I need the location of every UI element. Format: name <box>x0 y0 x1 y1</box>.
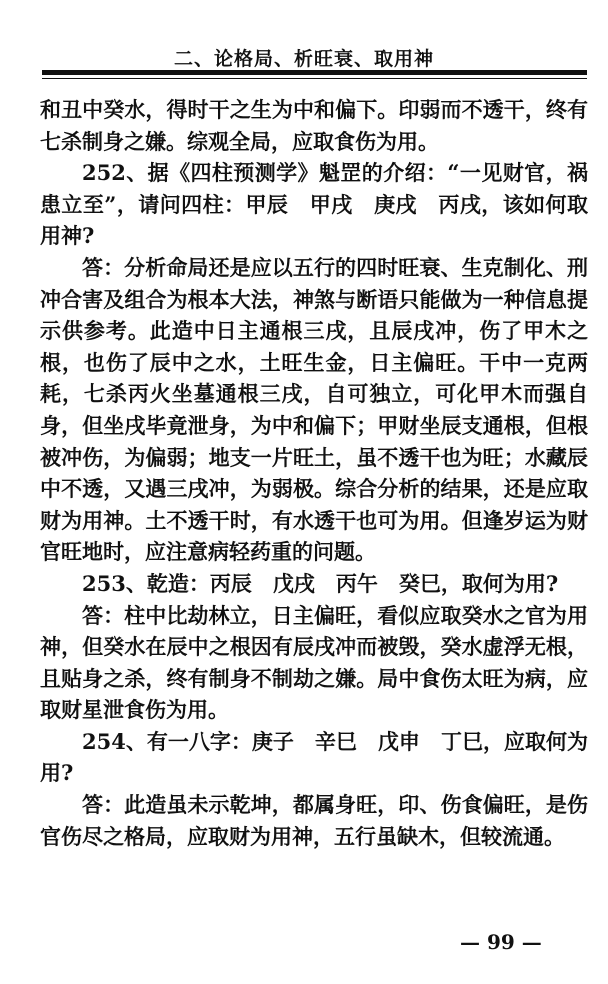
question-252: 252、据《四柱预测学》魁罡的介绍：“一见财官，祸患立至”，请问四柱：甲辰 甲戌 庚戌 丙戌，该如何取用神? <box>40 160 588 249</box>
body-text <box>40 94 588 852</box>
page-number: — 99 — <box>460 930 542 954</box>
chapter-title: 二、论格局、析旺衰、取用神 <box>173 48 434 70</box>
page-header <box>0 0 608 80</box>
header-rule-thick <box>42 70 587 75</box>
answer-253: 答：柱中比劫林立，日主偏旺，看似应取癸水之官为用神，但癸水在辰中之根因有辰戌冲而被毁，癸水虚浮无根，且贴身之杀，终有制身不制劫之嫌。局中食伤太旺为病，应取财星泄食伤为用。 <box>40 602 588 723</box>
answer-252: 答：分析命局还是应以五行的四时旺衰、生克制化、刑冲合害及组合为根本大法，神煞与断语只能做为一种信息提示供参考。此造中日主通根三戌，且辰戌冲，伤了甲木之根，也伤了辰中之水，土旺生金，日主偏旺。干中一克两耗，七杀丙火坐墓通根三戌，自可独立，可化甲木而强自身，但坐戌毕竟泄身，为中和偏下；甲财坐辰支通根，但根被冲伤，为偏弱；地支一片旺土，虽不透干也为旺；水藏辰中不透，又遇三戌冲，为弱极。综合分析的结果，还是应取财为用神。土不透干时，有水透干也可为用。但逢岁运为财官旺地时，应注意病轻药重的问题。 <box>40 254 588 565</box>
answer-254: 答：此造虽未示乾坤，都属身旺，印、伤食偏旺，是伤官伤尽之格局，应取财为用神，五行虽缺木，但较流通。 <box>40 792 588 849</box>
paragraph-continuation: 和丑中癸水，得时干之生为中和偏下。印弱而不透干，终有七杀制身之嫌。综观全局，应取食伤为用。 <box>40 97 588 154</box>
header-rule-thin <box>42 78 587 79</box>
question-254: 254、有一八字：庚子 辛巳 戊申 丁巳，应取何为用? <box>40 728 588 786</box>
question-253: 253、乾造：丙辰 戊戌 丙午 癸巳，取何为用? <box>82 570 559 596</box>
